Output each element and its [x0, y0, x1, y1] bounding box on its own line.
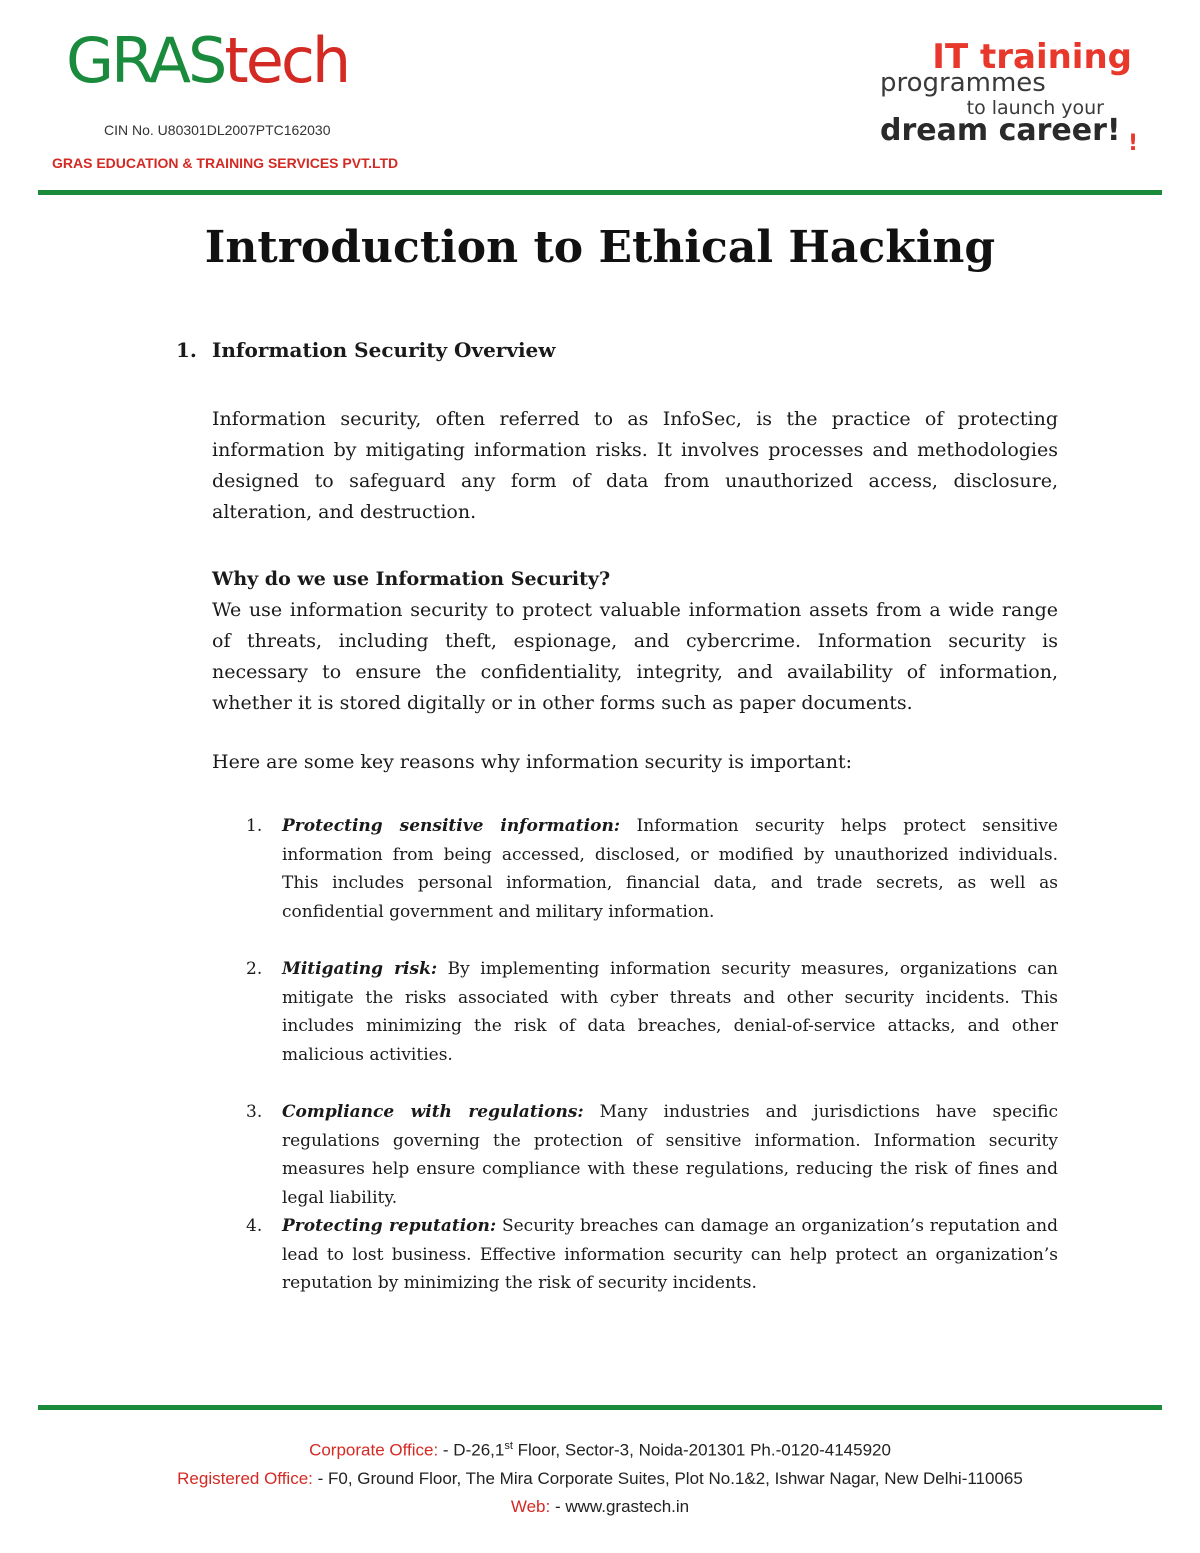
it-training-banner [878, 37, 1138, 160]
list-item-title: Protecting sensitive information: [282, 816, 621, 836]
page-header [0, 0, 1200, 200]
page-footer [0, 1432, 1200, 1521]
banner-exclamation: ! [1127, 131, 1138, 156]
web-line [0, 1493, 1200, 1521]
corporate-office-address-end: Floor, Sector-3, Noida-201301 Ph.-0120-4145920 [512, 1440, 891, 1460]
grastech-logo [66, 24, 349, 97]
corporate-office-floor-suffix: st [504, 1440, 513, 1452]
corporate-office-address-start: - D-26,1 [438, 1440, 505, 1460]
banner-programmes: programmes [880, 68, 1046, 98]
banner-dream-career: dream career! [880, 113, 1121, 148]
web-label: Web: [510, 1496, 551, 1516]
list-item-body [282, 1098, 1058, 1212]
registered-office-label: Registered Office: [177, 1468, 313, 1488]
logo-tech: tech [224, 24, 349, 97]
page-title: Introduction to Ethical Hacking [204, 222, 996, 273]
web-url[interactable]: - www.grastech.in [550, 1496, 690, 1516]
list-item-body [282, 1212, 1058, 1298]
list-item-body [282, 955, 1058, 1069]
corporate-office-line [0, 1432, 1200, 1465]
footer-divider [38, 1405, 1162, 1410]
list-item-title: Mitigating risk: [282, 959, 438, 979]
list-item-body [282, 812, 1058, 926]
section-number: 1. [176, 338, 197, 362]
logo-gras: GRAS [66, 24, 225, 97]
list-item-number: 4. [246, 1216, 263, 1236]
why-heading: Why do we use Information Security? [212, 568, 611, 590]
list-item-title: Protecting reputation: [282, 1216, 497, 1236]
reasons-intro: Here are some key reasons why information security is important: [212, 751, 852, 773]
registered-office-address: - F0, Ground Floor, The Mira Corporate Suites, Plot No.1&2, Ishwar Nagar, New Delhi-110065 [312, 1468, 1023, 1488]
list-item-text: Security breaches can damage an organization’s reputation and lead to lost business. Effective information security can help protect an organization’s reputation by minimizing the risk of security incidents. [282, 1216, 1059, 1293]
company-name: GRAS EDUCATION & TRAINING SERVICES PVT.LTD [52, 155, 399, 171]
registered-office-line [0, 1465, 1200, 1493]
logo-wordmark [66, 24, 349, 97]
header-divider [38, 190, 1162, 195]
banner-it-training: IT training [932, 37, 1132, 77]
list-item-number: 2. [246, 959, 263, 979]
section-title: Information Security Overview [212, 338, 556, 362]
list-item-text: By implementing information security measures, organizations can mitigate the risks associated with cyber threats and other security incidents. This includes minimizing the risk of data breaches, denial-of-service attacks, and other malicious activities. [282, 959, 1058, 1065]
list-item-text: Many industries and jurisdictions have specific regulations governing the protection of sensitive information. Information security measures help ensure compliance with these regulations, reducing the risk of fines and legal liability. [282, 1102, 1058, 1208]
intro-paragraph: Information security, often referred to as InfoSec, is the practice of protecting information by mitigating information risks. It involves processes and methodologies designed to safeguard any form of data from unauthorized access, disclosure, alteration, and destruction. [212, 408, 1058, 523]
corporate-office-label: Corporate Office: [309, 1440, 439, 1460]
why-paragraph: We use information security to protect valuable information assets from a wide range of threats, including theft, espionage, and cybercrime. Information security is necessary to ensure the confidentiality, integrity, and availability of information, whether it is stored digitally or in other forms such as paper documents. [212, 599, 1058, 714]
list-item-text: Information security helps protect sensitive information from being accessed, disclosed, or modified by unauthorized individuals. This includes personal information, financial data, and trade secrets, as well as confidential government and military information. [282, 816, 1058, 922]
list-item-number: 3. [246, 1102, 263, 1122]
list-item-number: 1. [246, 816, 263, 836]
section-heading [176, 338, 556, 362]
cin-number: CIN No. U80301DL2007PTC162030 [104, 122, 331, 138]
banner-launch: to launch your [966, 97, 1104, 119]
list-item-title: Compliance with regulations: [282, 1102, 584, 1122]
